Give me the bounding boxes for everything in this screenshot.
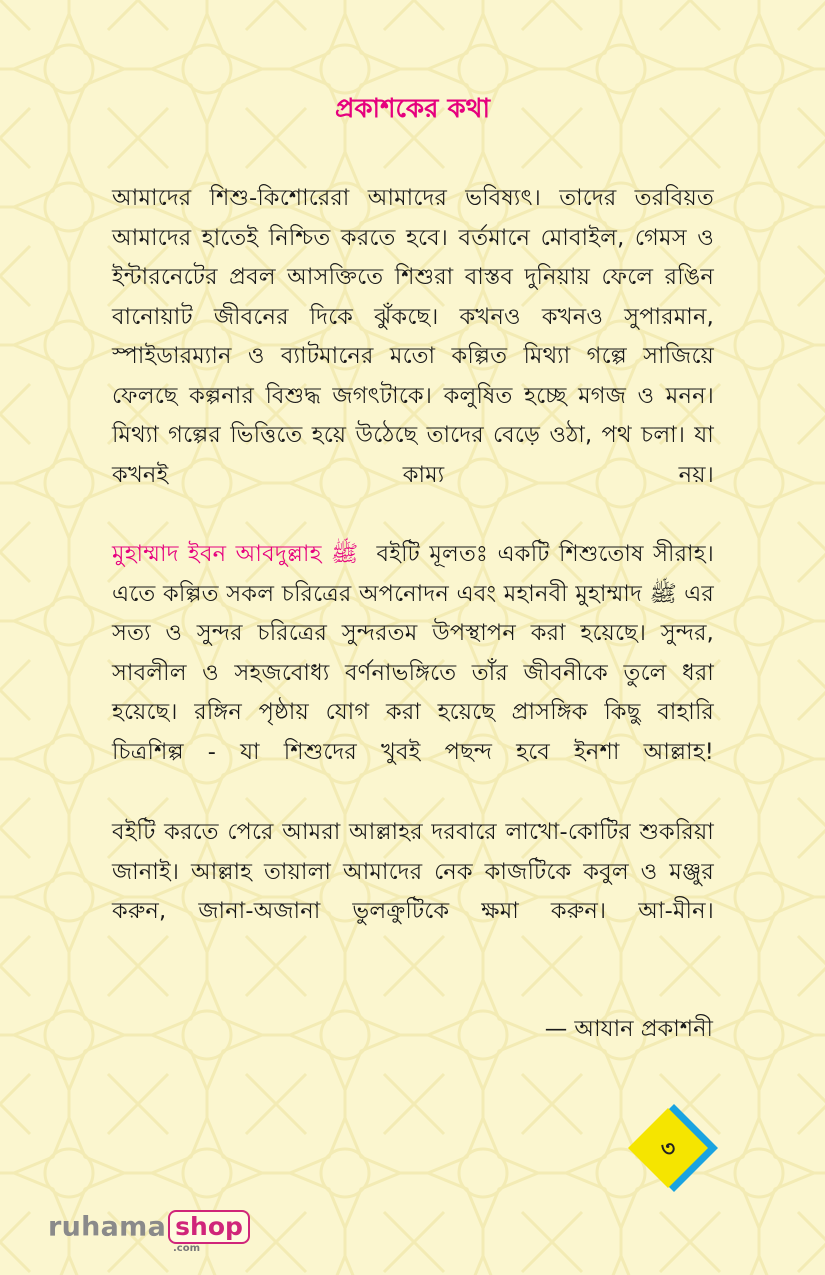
page-number: ৩: [660, 1137, 676, 1162]
watermark-brand: ruhama: [48, 1211, 167, 1243]
page-title: প্রকাশকের কথা: [334, 94, 491, 124]
paragraph-book-description: [112, 535, 714, 772]
paragraph-book-description-text: বইটি মূলতঃ একটি শিশুতোষ সীরাহ। এতে কল্পিত সকল চরিত্রের অপনোদন এবং মহানবী মুহাম্মাদ ﷺ এর সত্য ও সুন্দর চরিত্রের সুন্দরতম উপস্থাপন করা হয়েছে। সুন্দর, সাবলীল ও সহজবোধ্য বর্ণনাভঙ্গিতে তাঁর জীবনীকে তুলে ধরা হয়েছে। রঙ্গিন পৃষ্ঠায় যোগ করা হয়েছে প্রাসঙ্গিক কিছু বাহারি চিত্রশিল্প - যা শিশুদের খুবই পছন্দ হবে ইনশা আল্লাহ!: [112, 541, 714, 765]
paragraph-gratitude: বইটি করতে পেরে আমরা আল্লাহর দরবারে লাখো-কোটির শুকরিয়া জানাই। আল্লাহ তায়ালা আমাদের নেক কাজটিকে কবুল ও মঞ্জুর করুন, জানা-অজানা ভুলক্রুটিকে ক্ষমা করুন। আ-মীন।: [112, 819, 714, 924]
paragraph-intro: আমাদের শিশু-কিশোরেরা আমাদের ভবিষ্যৎ। তাদের তরবিয়ত আমাদের হাতেই নিশ্চিত করতে হবে। বর্তমানে মোবাইল, গেমস ও ইন্টারনেটের প্রবল আসক্তিতে শিশুরা বাস্তব দুনিয়ায় ফেলে রঙিন বানোয়াট জীবনের দিকে ঝুঁকছে। কখনও কখনও সুপারমান, স্পাইডারম্যান ও ব্যাটমানের মতো কল্পিত মিথ্যা গল্পে সাজিয়ে ফেলছে কল্পনার বিশুদ্ধ জগৎটাকে। কলুষিত হচ্ছে মগজ ও মনন। মিথ্যা গল্পের ভিত্তিতে হয়ে উঠেছে তাদের বেড়ে ওঠা, পথ চলা। যা কখনই কাম্য নয়।: [112, 185, 714, 488]
watermark-logo: [48, 1210, 250, 1254]
watermark-domain: .com: [173, 1243, 201, 1254]
publisher-signature: — আযান প্রকাশনী: [544, 1016, 713, 1042]
book-title-highlight: মুহাম্মাদ ইবন আবদুল্লাহ ﷺ: [112, 541, 359, 567]
watermark-shop: shop: [168, 1210, 250, 1244]
